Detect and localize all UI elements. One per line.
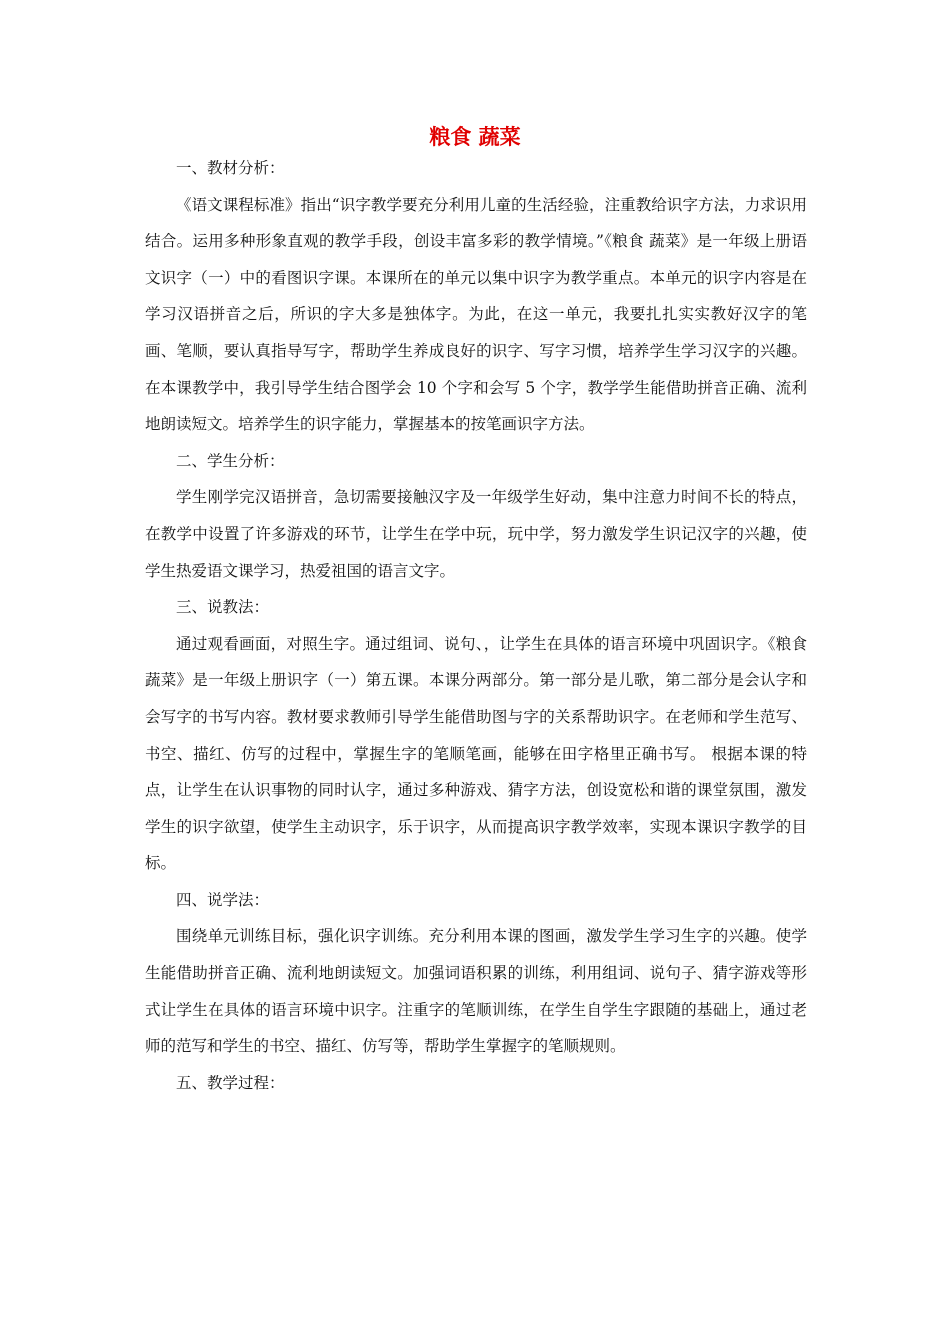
section-paragraph-textbook-analysis: 《语文课程标准》指出“识字教学要充分利用儿童的生活经验，注重教给识字方法，力求识用结合。运用多种形象直观的教学手段，创设丰富多彩的教学情境。”《粮食 蔬菜》是一年级上册语文识字（一）中的看图识字课。本课所在的单元以集中识字为教学重点。本单元的识字内容是在学习汉语拼音之后，所识的字大多是独体字。为此，在这一单元，我要扎扎实实教好汉字的笔画、笔顺，要认真指导写字，帮助学生养成良好的识字、写字习惯，培养学生学习汉字的兴趣。在本课教学中，我引导学生结合图学会 10 个字和会写 5 个字，教学学生能借助拼音正确、流利地朗读短文。培养学生的识字能力，掌握基本的按笔画识字方法。: [145, 195, 807, 434]
section-heading-teaching-method: 三、说教法：: [176, 598, 270, 617]
section-paragraph-learning-method: 围绕单元训练目标，强化识字训练。充分利用本课的图画，激发学生学习生字的兴趣。使学生能借助拼音正确、流利地朗读短文。加强词语积累的训练，利用组词、说句子、猜字游戏等形式让学生在具体的语言环境中识字。注重字的笔顺训练，在学生自学生字跟随的基础上，通过老师的范写和学生的书空、描红、仿写等，帮助学生掌握字的笔顺规则。: [145, 927, 807, 1056]
section-heading-teaching-process: 五、教学过程：: [176, 1073, 285, 1092]
section-heading-student-analysis: 二、学生分析：: [176, 451, 285, 470]
section-paragraph-student-analysis: 学生刚学完汉语拼音，急切需要接触汉字及一年级学生好动，集中注意力时间不长的特点，在教学中设置了许多游戏的环节，让学生在学中玩，玩中学，努力激发学生识记汉字的兴趣，使学生热爱语文课学习，热爱祖国的语言文字。: [145, 488, 807, 580]
document-body: [145, 150, 807, 1101]
section-heading-textbook-analysis: 一、教材分析：: [176, 159, 285, 177]
document-title: 粮食 蔬菜: [429, 125, 521, 149]
section-heading-learning-method: 四、说学法：: [176, 890, 270, 909]
section-paragraph-teaching-method: 通过观看画面，对照生字。通过组词、说句、，让学生在具体的语言环境中巩固识字。《粮食 蔬菜》是一年级上册识字（一）第五课。本课分两部分。第一部分是儿歌，第二部分是会认字和会写字的书写内容。教材要求教师引导学生能借助图与字的关系帮助识字。在老师和学生范写、书空、描红、仿写的过程中，掌握生字的笔顺笔画，能够在田字格里正确书写。 根据本课的特点，让学生在认识事物的同时认字，通过多种游戏、猜字方法，创设宽松和谐的课堂氛围，激发学生的识字欲望，使学生主动识字，乐于识字，从而提高识字教学效率，实现本课识字教学的目标。: [145, 634, 807, 873]
